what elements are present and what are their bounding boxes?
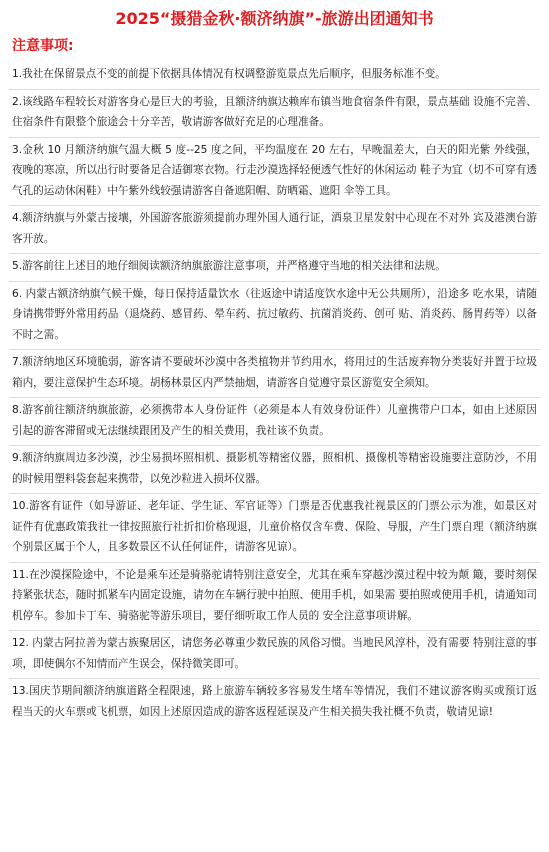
notice-item-4: 4.额济纳旗与外蒙古接壤，外国游客旅游须提前办理外国人通行证，酒泉卫星发射中心现在不对外 宾及港澳台游客开放。 [9, 206, 540, 254]
notice-item-13: 13.国庆节期间额济纳旗道路全程限速，路上旅游车辆较多容易发生堵车等情况，我们不建议游客购买或预订返程当天的火车票或飞机票，如因上述原因造成的游客返程延误及产生相关损失我社概不负责，敬请见谅! [12, 685, 537, 718]
notice-item-9: 9.额济纳旗周边多沙漠，沙尘易损坏照相机、摄影机等精密仪器，照相机、摄像机等精密设施要注意防沙，不用的时候用塑料袋套起来携带，以免沙粒进入损坏仪器。 [9, 446, 540, 494]
section-heading: 注意事项: [12, 38, 74, 54]
notice-item-2: 2.该线路车程较长对游客身心是巨大的考验，且额济纳旗达赖库布镇当地食宿条件有限，景点基础 设施不完善、住宿条件有限整个旅途会十分辛苦，敬请游客做好充足的心理准备。 [9, 90, 540, 138]
notice-item-12: 12. 内蒙古阿拉善为蒙古族聚居区，请您务必尊重少数民族的风俗习惯。当地民风淳朴，没有需要 特别注意的事项，即使偶尔不知情而产生误会，保持微笑即可。 [9, 631, 540, 679]
document-title: 2025“摄猎金秋·额济纳旗”-旅游出团通知书 [115, 9, 434, 28]
notice-item-10: 10.游客有证件（如导游证、老年证、学生证、军官证等）门票是否优惠我社视景区的门票公示为准，如景区对证件有优惠政策我社一律按照旅行社折扣价格现退，儿童价格仅含车费、保险、导服，产生门票自理（额济纳旗个别景区属于个人，且多数景区不认任何证件，请游客见谅）。 [9, 494, 540, 563]
notice-item-3: 3.金秋 10 月额济纳旗气温大概 5 度--25 度之间，平均温度在 20 左右，早晚温差大，白天的阳光紫 外线强，夜晚的寒凉，所以出行时要备足合适御寒衣物。行走沙漠选择轻便透气性好的休闲运动 鞋子为宜（切不可穿有透气孔的运动休闲鞋）中午紫外线较强请游客自备遮阳帽、防晒霜、遮阳 伞等工具。 [9, 138, 540, 207]
notice-item-1: 1.我社在保留景点不变的前提下依据具体情况有权调整游览景点先后顺序，但服务标准不变。 [9, 62, 540, 90]
notice-item-5: 5.游客前往上述目的地仔细阅读额济纳旗旅游注意事项，并严格遵守当地的相关法律和法规。 [9, 254, 540, 282]
notice-list [9, 62, 540, 726]
notice-item-8: 8.游客前往额济纳旗旅游，必须携带本人身份证件（必须是本人有效身份证件）儿童携带户口本，如由上述原因引起的游客滞留或无法继续跟团及产生的相关费用，我社该不负责。 [9, 398, 540, 446]
notice-item-6: 6. 内蒙古额济纳旗气候干燥，每日保持适量饮水（往返途中请适度饮水途中无公共厕所），沿途多 吃水果，请随身请携带野外常用药品（退烧药、感冒药、晕车药、抗过敏药、抗菌消炎药、创可 贴、消炎药、肠胃药等）以备不时之需。 [9, 282, 540, 351]
notice-item-11: 11.在沙漠探险途中，不论是乘车还是骑骆驼请特别注意安全，尤其在乘车穿越沙漠过程中较为颠 簸，要时刻保持紧张状态，随时抓紧车内固定设施，请勿在车辆行驶中拍照、使用手机，如果需 要拍照或使用手机，请通知司机停车。参加卡丁车、骑骆驼等游乐项目，要仔细听取工作人员的 安全注意事项讲解。 [9, 563, 540, 632]
notice-item-7: 7.额济纳地区环境脆弱，游客请不要破坏沙漠中各类植物并节约用水，将用过的生活废弃物分类装好并置于垃圾箱内，要注意保护生态环境。胡杨林景区内严禁抽烟，请游客自觉遵守景区游览安全须知。 [9, 350, 540, 398]
